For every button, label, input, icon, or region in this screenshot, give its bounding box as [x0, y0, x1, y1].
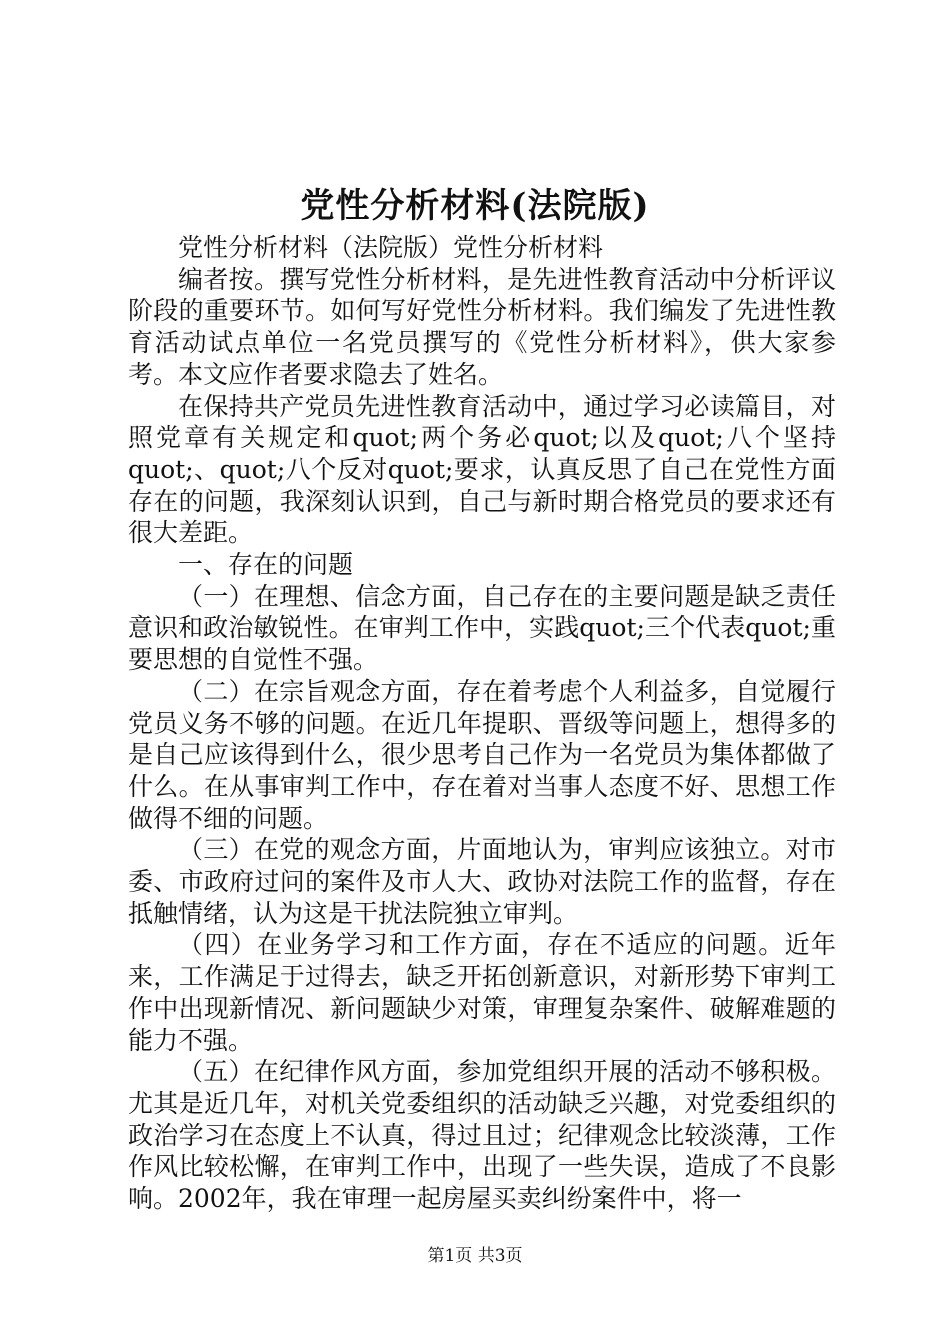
document-body [128, 232, 836, 1215]
paragraph-item-1: （一）在理想、信念方面，自己存在的主要问题是缺乏责任意识和政治敏锐性。在审判工作中，实践quot;三个代表quot;重要思想的自觉性不强。 [128, 581, 836, 675]
paragraph-item-3: （三）在党的观念方面，片面地认为，审判应该独立。对市委、市政府过问的案件及市人大、政协对法院工作的监督，存在抵触情绪，认为这是干扰法院独立审判。 [128, 835, 836, 928]
page-number-footer: 第1页 共3页 [427, 1246, 523, 1266]
paragraph-intro: 在保持共产党员先进性教育活动中，通过学习必读篇目，对照党章有关规定和quot;两个务必quot;以及quot;八个坚持quot;、quot;八个反对quot;要求，认真反思了自己在党性方面存在的问题，我深刻认识到，自己与新时期合格党员的要求还有很大差距。 [128, 391, 836, 548]
paragraph-item-4: （四）在业务学习和工作方面，存在不适应的问题。近年来，工作满足于过得去，缺乏开拓创新意识，对新形势下审判工作中出现新情况、新问题缺少对策，审理复杂案件、破解难题的能力不强。 [128, 930, 836, 1055]
paragraph-item-5: （五）在纪律作风方面，参加党组织开展的活动不够积极。尤其是近几年，对机关党委组织的活动缺乏兴趣，对党委组织的政治学习在态度上不认真，得过且过；纪律观念比较淡薄，工作作风比较松懈，在审判工作中，出现了一些失误，造成了不良影响。2002年，我在审理一起房屋买卖纠纷案件中，将一 [128, 1057, 836, 1214]
section-heading-problems: 一、存在的问题 [178, 550, 354, 580]
paragraph-editor-note: 编者按。撰写党性分析材料，是先进性教育活动中分析评议阶段的重要环节。如何写好党性分析材料。我们编发了先进性教育活动试点单位一名党员撰写的《党性分析材料》，供大家参考。本文应作者要求隐去了姓名。 [128, 264, 836, 389]
paragraph-item-2: （二）在宗旨观念方面，存在着考虑个人利益多，自觉履行党员义务不够的问题。在近几年提职、晋级等问题上，想得多的是自己应该得到什么，很少思考自己作为一名党员为集体都做了什么。在从事审判工作中，存在着对当事人态度不好、思想工作做得不细的问题。 [128, 676, 836, 833]
paragraph-subtitle: 党性分析材料（法院版）党性分析材料 [178, 233, 604, 262]
document-title: 党性分析材料(法院版) [300, 186, 650, 226]
